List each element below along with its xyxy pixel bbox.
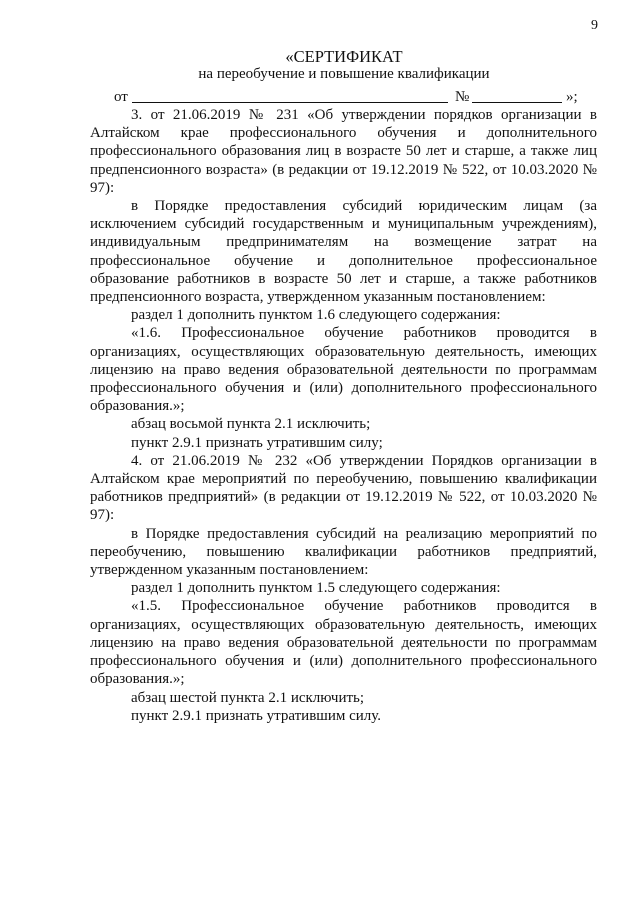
closing-quote: »; xyxy=(566,89,578,105)
from-label: от xyxy=(114,89,128,105)
paragraph-section1-add-1-6: раздел 1 дополнить пунктом 1.6 следующего содержания: xyxy=(131,307,501,324)
paragraph-exclude-2-1-eighth: абзац восьмой пункта 2.1 исключить; xyxy=(131,416,371,433)
certificate-subtitle: на переобучение и повышение квалификации xyxy=(198,66,490,82)
paragraph-section1-add-1-5: раздел 1 дополнить пунктом 1.5 следующего содержания: xyxy=(131,580,501,597)
paragraph-repeal-2-9-1-first: пункт 2.9.1 признать утратившим силу; xyxy=(131,434,383,451)
paragraph-procedure-subsidies-1: в Порядке предоставления субсидий юридическим лицам (за исключением субсидий государственным и муниципальным учреждениям), индивидуальным предпринимателям на возмещение затрат на профессиональное обучение и дополнительное профессиональное образование работников в возрасте 50 лет и старше, а также работников предпенсионного возраста, утвержденном указанным постановлением: xyxy=(90,198,597,306)
document-body xyxy=(90,106,597,725)
page-number: 9 xyxy=(591,18,598,33)
certificate-date-number-line xyxy=(0,88,639,106)
paragraph-point-1-5-text: «1.5. Профессиональное обучение работников проводится в организациях, осуществляющих образовательную деятельность, имеющих лицензию на право ведения образовательной деятельности по программам профессионального обучения и (или) дополнительного профессионального образования.»; xyxy=(90,598,597,688)
certificate-title: «СЕРТИФИКАТ xyxy=(285,47,403,66)
date-blank-line xyxy=(132,102,448,103)
paragraph-item-4: 4. от 21.06.2019 № 232 «Об утверждении Порядков организации в Алтайском крае мероприятий по переобучению, повышению квалификации работников предприятий» (в редакции от 19.12.2019 № 522, от 10.03.2020 № 97): xyxy=(90,452,597,524)
paragraph-item-3: 3. от 21.06.2019 № 231 «Об утверждении порядков организации в Алтайском крае профессионального обучения и дополнительного профессионального образования лиц в возрасте 50 лет и старше, а также лиц предпенсионного возраста» (в редакции от 19.12.2019 № 522, от 10.03.2020 № 97): xyxy=(90,107,597,196)
number-label: № xyxy=(455,89,470,105)
paragraph-repeal-2-9-1-second: пункт 2.9.1 признать утратившим силу. xyxy=(131,707,382,724)
paragraph-exclude-2-1-sixth: абзац шестой пункта 2.1 исключить; xyxy=(131,689,365,706)
paragraph-procedure-subsidies-2: в Порядке предоставления субсидий на реализацию мероприятий по переобучению, повышению квалификации работников предприятий, утвержденном указанным постановлением: xyxy=(90,525,597,579)
certificate-header xyxy=(90,48,598,83)
paragraph-point-1-6-text: «1.6. Профессиональное обучение работников проводится в организациях, осуществляющих образовательную деятельность, имеющих лицензию на право ведения образовательной деятельности по программам профессионального обучения и (или) дополнительного профессионального образования.»; xyxy=(90,325,597,415)
number-blank-line xyxy=(472,102,562,103)
